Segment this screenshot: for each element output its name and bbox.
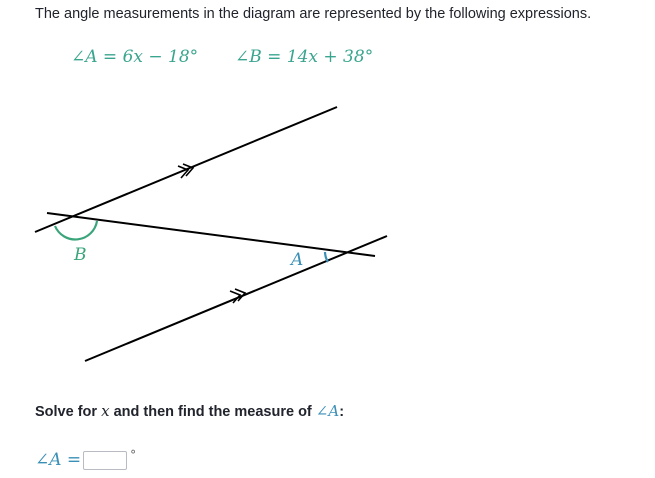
angle-b-arc: [55, 221, 97, 239]
angle-b-label: B: [74, 245, 87, 265]
question-prompt: [35, 402, 344, 420]
transversal-line: [47, 213, 375, 256]
angle-b-expression: ∠B = 14x + 38°: [235, 47, 374, 67]
question-middle: and then find the measure of: [113, 404, 312, 420]
question-before: Solve for: [35, 404, 98, 420]
question-after: :: [339, 404, 345, 420]
answer-input[interactable]: [83, 451, 127, 470]
parallel-lines-diagram: [0, 90, 420, 380]
angle-a-label: A: [291, 250, 304, 270]
question-variable: x: [101, 402, 110, 420]
question-angle: ∠A: [315, 402, 340, 420]
problem-prompt: The angle measurements in the diagram are represented by the following expressions.: [35, 6, 592, 22]
answer-label: ∠A =: [35, 450, 82, 470]
answer-row: [35, 449, 136, 471]
degree-unit: °: [130, 448, 137, 462]
angle-a-expression: ∠A = 6x − 18°: [71, 47, 199, 67]
